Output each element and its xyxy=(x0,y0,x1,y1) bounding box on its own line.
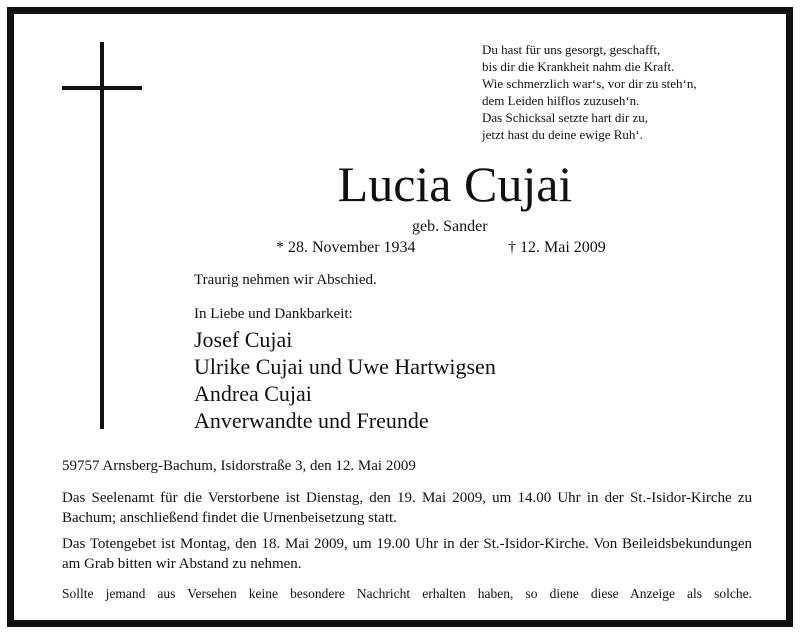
mourner-name: Josef Cujai xyxy=(194,327,293,352)
mourner-name: Ulrike Cujai und Uwe Hartwigsen xyxy=(194,354,496,379)
notice-paragraph: Sollte jemand aus Versehen keine besondere Nachricht erhalten haben, so diene diese Anzeige als solche. xyxy=(62,586,752,601)
birth-date: * 28. November 1934 xyxy=(276,239,416,256)
farewell-line: Traurig nehmen wir Abschied. xyxy=(194,272,377,288)
gratitude-line: In Liebe und Dankbarkeit: xyxy=(194,306,353,322)
prayer-paragraph: Das Totengebet ist Montag, den 18. Mai 2009, um 19.00 Uhr in der St.-Isidor-Kirche. Von Beileidsbekundungen am Grab bitten wir Abstand zu nehmen. xyxy=(62,536,752,572)
poem-line: jetzt hast du deine ewige Ruh‘. xyxy=(482,127,644,142)
poem-line: Das Schicksal setzte hart dir zu, xyxy=(482,110,649,125)
death-date: † 12. Mai 2009 xyxy=(508,239,606,256)
poem-line: dem Leiden hilflos zuzuseh‘n. xyxy=(482,93,640,108)
poem-line: bis dir die Krankheit nahm die Kraft. xyxy=(482,59,675,74)
poem-line: Wie schmerzlich war‘s, vor dir zu steh‘n, xyxy=(482,76,697,91)
cross-icon-bar xyxy=(62,86,142,90)
requiem-paragraph: Das Seelenamt für die Verstorbene ist Dienstag, den 19. Mai 2009, um 14.00 Uhr in der St.-Isidor-Kirche zu Bachum; anschließend findet die Urnenbeisetzung statt. xyxy=(62,490,752,526)
birth-name: geb. Sander xyxy=(412,218,488,235)
mourner-name: Andrea Cujai xyxy=(194,381,312,406)
deceased-name: Lucia Cujai xyxy=(337,156,573,212)
poem-line: Du hast für uns gesorgt, geschafft, xyxy=(482,42,661,57)
poem xyxy=(482,41,772,143)
mourners-list xyxy=(194,326,496,434)
cross-icon xyxy=(100,42,104,429)
obituary-frame xyxy=(7,7,793,627)
address-line: 59757 Arnsberg-Bachum, Isidorstraße 3, den 12. Mai 2009 xyxy=(62,458,416,474)
mourner-name: Anverwandte und Freunde xyxy=(194,408,429,433)
